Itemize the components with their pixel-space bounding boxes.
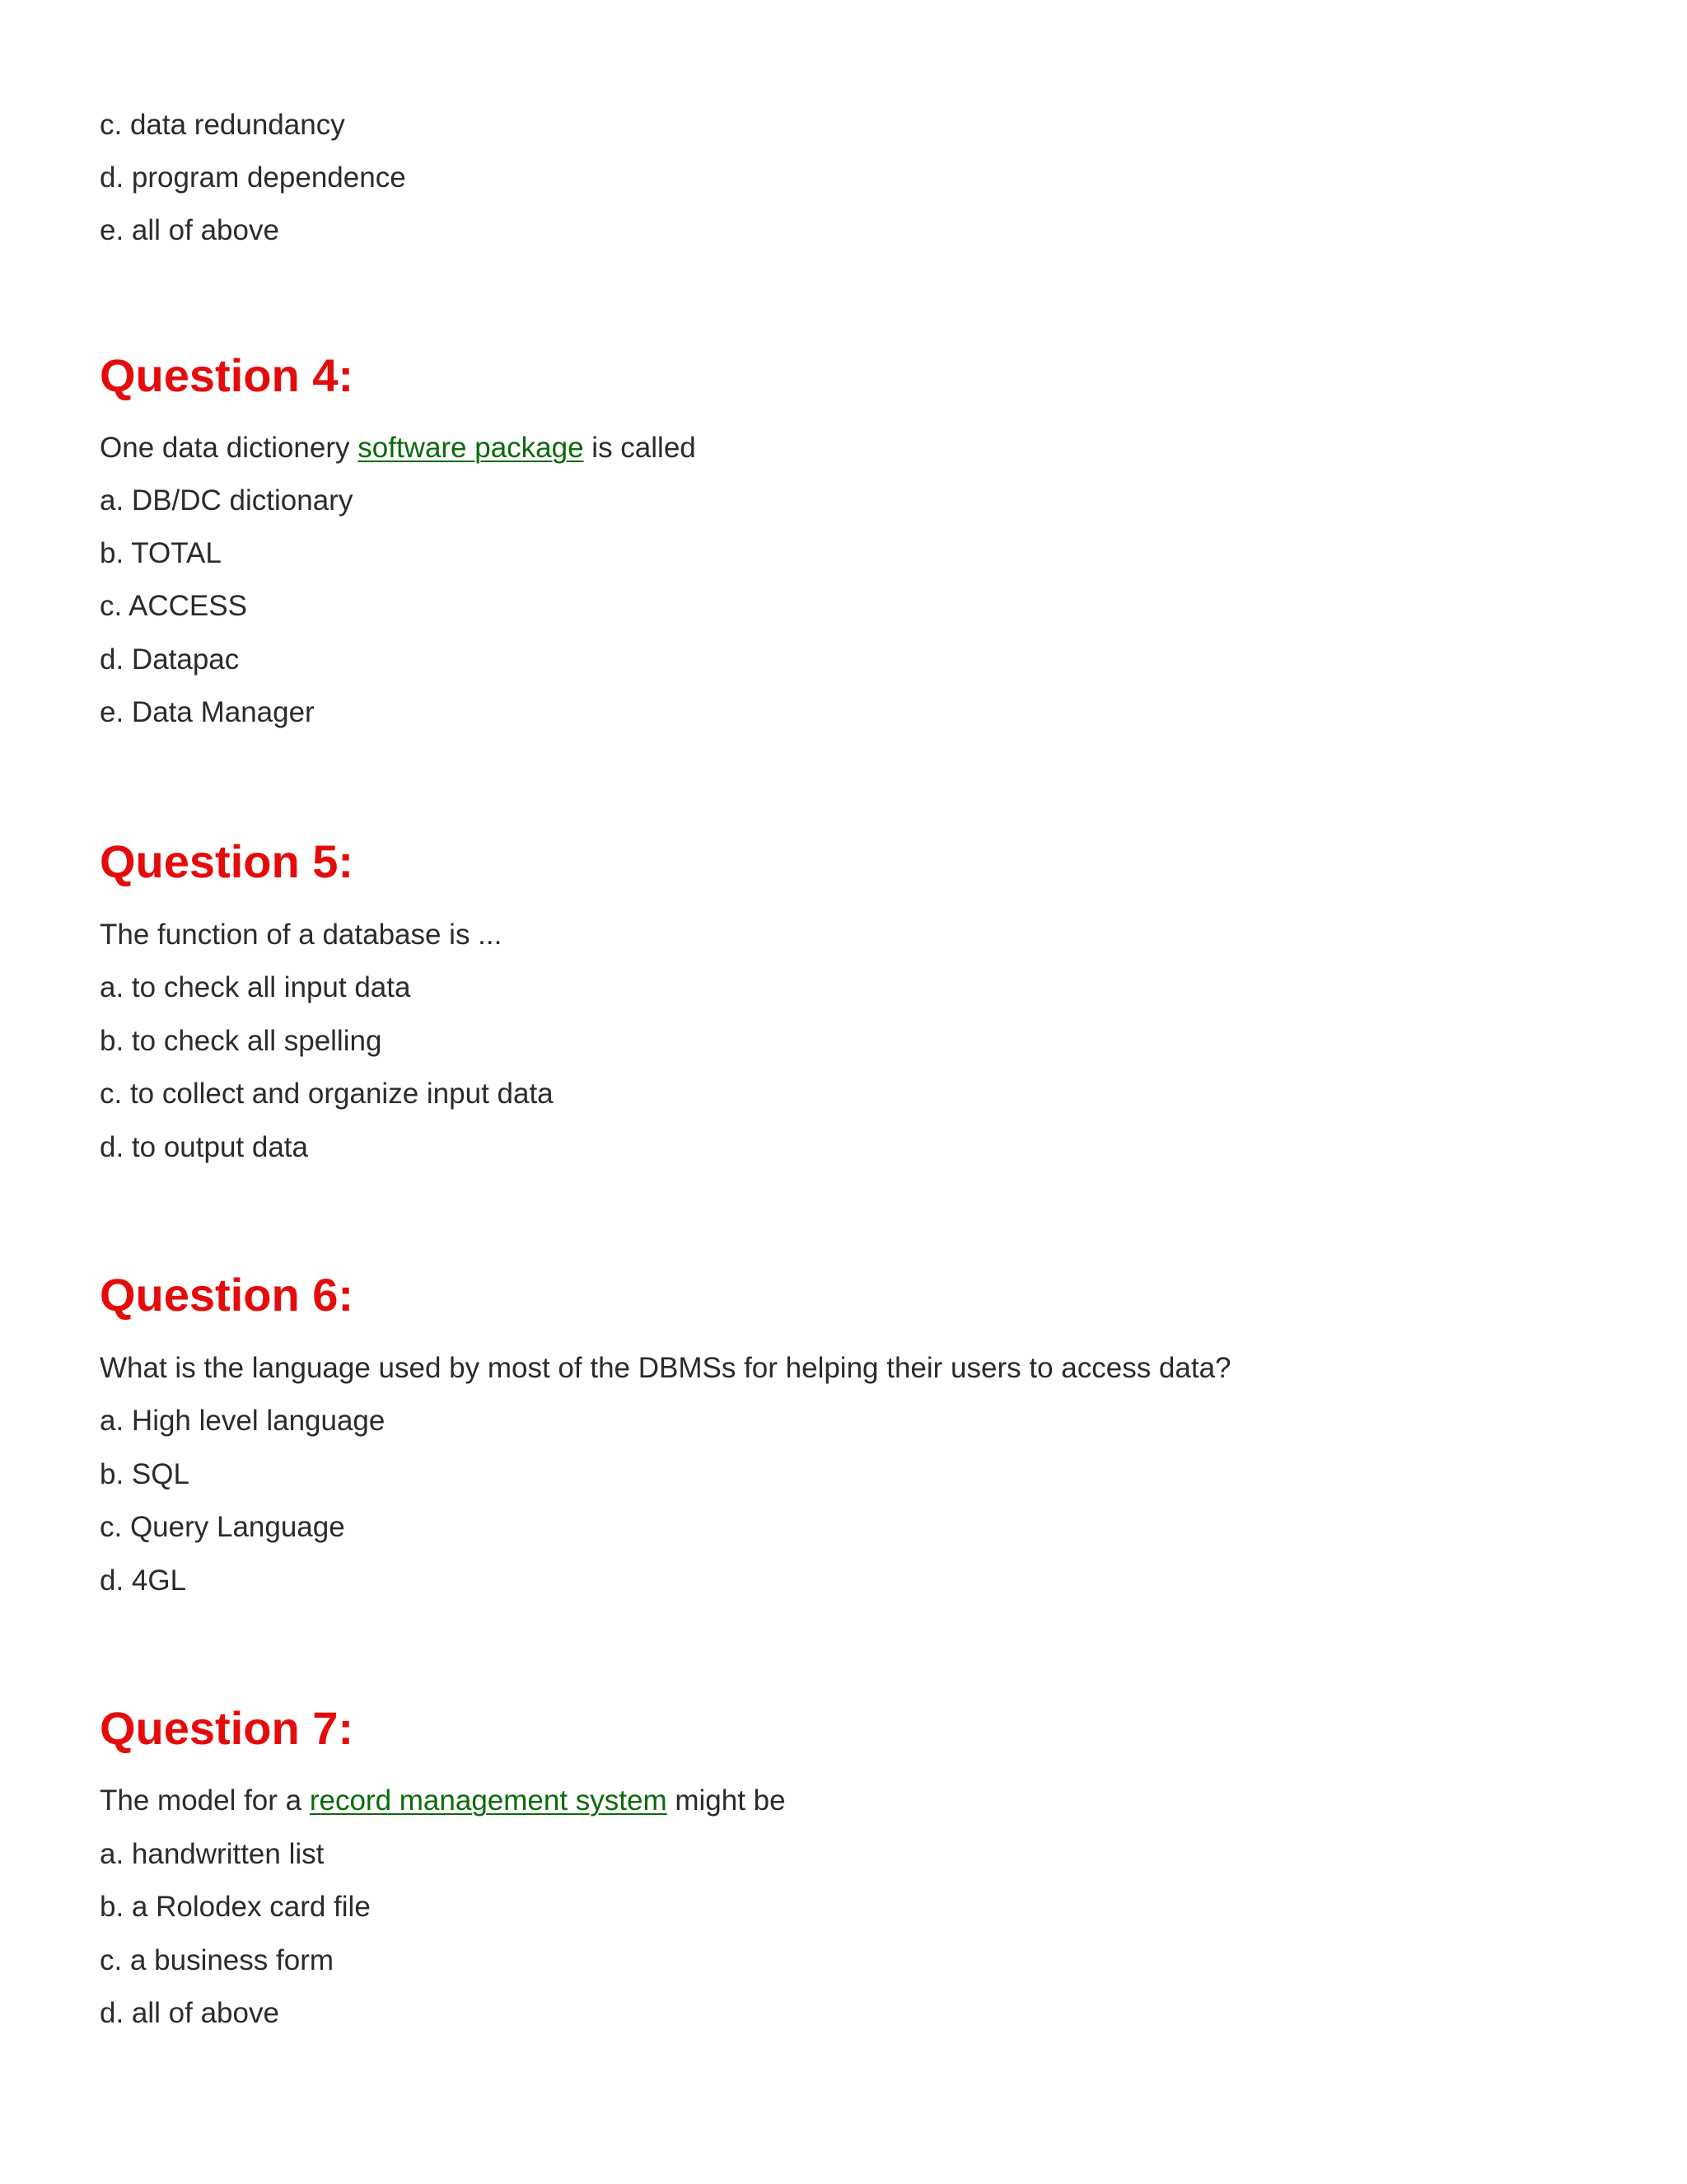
q4-prompt-text-after: is called: [583, 432, 696, 464]
q6-prompt: What is the language used by most of the DBMSs for helping their users to access data?: [100, 1352, 1231, 1384]
q5-option-c: c. to collect and organize input data: [100, 1078, 554, 1110]
q6-option-c: c. Query Language: [100, 1511, 345, 1543]
q7-option-b: b. a Rolodex card file: [100, 1891, 371, 1923]
q4-option-e: e. Data Manager: [100, 696, 315, 728]
q3-option-c: c. data redundancy: [100, 109, 345, 141]
software-package-link[interactable]: software package: [357, 432, 584, 464]
q5-heading: Question 5:: [100, 835, 354, 887]
q4-option-b: b. TOTAL: [100, 537, 222, 569]
q6-option-d: d. 4GL: [100, 1564, 187, 1597]
q6-heading: Question 6:: [100, 1269, 354, 1321]
q7-option-a: a. handwritten list: [100, 1838, 325, 1870]
q4-option-d: d. Datapac: [100, 643, 240, 676]
q4-option-c: c. ACCESS: [100, 590, 247, 622]
q7-prompt-text-after: might be: [666, 1784, 786, 1817]
q5-option-b: b. to check all spelling: [100, 1025, 382, 1057]
q4-option-a: a. DB/DC dictionary: [100, 484, 353, 517]
q7-heading: Question 7:: [100, 1702, 354, 1754]
q5-option-a: a. to check all input data: [100, 971, 411, 1003]
q7-option-d: d. all of above: [100, 1997, 279, 2029]
q7-prompt-text-before: The model for a: [100, 1784, 310, 1817]
q3-option-e: e. all of above: [100, 214, 279, 246]
q4-heading: Question 4:: [100, 349, 354, 401]
q3-option-d: d. program dependence: [100, 161, 406, 194]
q4-prompt-text-before: One data dictionery: [100, 432, 358, 464]
q4-prompt: [100, 431, 696, 465]
q6-option-a: a. High level language: [100, 1405, 386, 1437]
q7-option-c: c. a business form: [100, 1944, 334, 1976]
record-management-system-link[interactable]: record management system: [309, 1784, 667, 1817]
q6-option-b: b. SQL: [100, 1458, 189, 1490]
q5-option-d: d. to output data: [100, 1131, 308, 1163]
q7-prompt: [100, 1784, 786, 1818]
q5-prompt: The function of a database is ...: [100, 919, 502, 951]
